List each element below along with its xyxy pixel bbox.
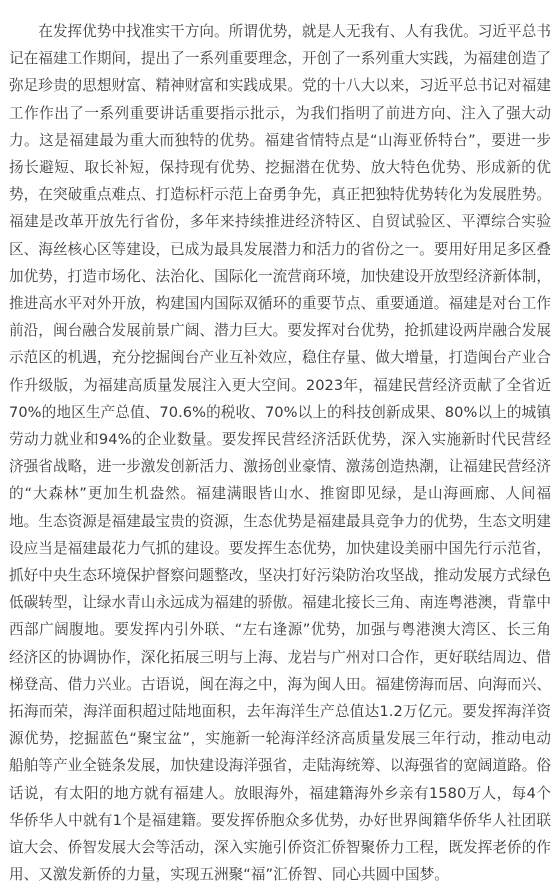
article-paragraph: 在发挥优势中找准实干方向。所谓优势，就是人无我有、人有我优。习近平总书记在福建工作期间，提出了一系列重要理念，开创了一系列重大实践，为福建创造了弥足珍贵的思想财富、精神财富和实践成果。党的十八大以来，习近平总书记对福建工作作出了一系列重要讲话重要指示批示，为我们指明了前进方向、注入了强大动力。这是福建最为重大而独特的优势。福建省情特点是“山海亚侨特台”，要进一步扬长避短、取长补短，保持现有优势、挖掘潜在优势、放大特色优势、形成新的优势，在突破重点难点、打造标杆示范上奋勇争先，真正把独特优势转化为发展胜势。福建是改革开放先行省份，多年来持续推进经济特区、自贸试验区、平潭综合实验区、海丝核心区等建设，已成为最具发展潜力和活力的省份之一。要用好用足多区叠加优势，打造市场化、法治化、国际化一流营商环境，加快建设开放型经济新体制，推进高水平对外开放，构建国内国际双循环的重要节点、重要通道。福建是对台工作前沿，闽台融合发展前景广阔、潜力巨大。要发挥对台优势，抢抓建设两岸融合发展示范区的机遇，充分挖掘闽台产业互补效应，稳住存量、做大增量，打造闽台产业合作升级版，为福建高质量发展注入更大空间。2023年，福建民营经济贡献了全省近70%的地区生产总值、70.6%的税收、70%以上的科技创新成果、80%以上的城镇劳动力就业和94%的企业数量。要发挥民营经济活跃优势，深入实施新时代民营经济强省战略，进一步激发创新活力、激扬创业豪情、激荡创造热潮，让福建民营经济的“大森林”更加生机盎然。福建满眼皆山水、推窗即见绿，是山海画廊、人间福地。生态资源是福建最宝贵的资源，生态优势是福建最具竞争力的优势，生态文明建设应当是福建最花力气抓的建设。要发挥生态优势，加快建设美丽中国先行示范省，抓好中央生态环境保护督察问题整改，坚决打好污染防治攻坚战，推动发展方式绿色低碳转型，让绿水青山永远成为福建的骄傲。福建北接长三角、南连粤港澳，背靠中西部广阔腹地。要发挥内引外联、“左右逢源”优势，加强与粤港澳大湾区、长三角经济区的协调协作，深化拓展三明与上海、龙岩与广州对口合作，更好联结周边、借梯登高、借力兴业。古语说，闽在海之中，海为闽人田。福建傍海而居、向海而兴、拓海而荣，海洋面积超过陆地面积，去年海洋生产总值达1.2万亿元。要发挥海洋资源优势，挖掘蓝色“聚宝盆”，实施新一轮海洋经济高质量发展三年行动，推动电动船舶等产业全链条发展，加快建设海洋强省，走陆海统筹、以海强省的宽阔道路。俗话说，有太阳的地方就有福建人。放眼海外，福建籍海外乡亲有1580万人，每4个华侨华人中就有1个是福建籍。要发挥侨胞众多优势，办好世界闽籍华侨华人社团联谊大会、侨智发展大会等活动，深入实施引侨资汇侨智聚侨力工程，既发挥老侨的作用、又激发新侨的力量，实现五洲聚“福”汇侨智、同心共圆中国梦。 [9,23,551,884]
